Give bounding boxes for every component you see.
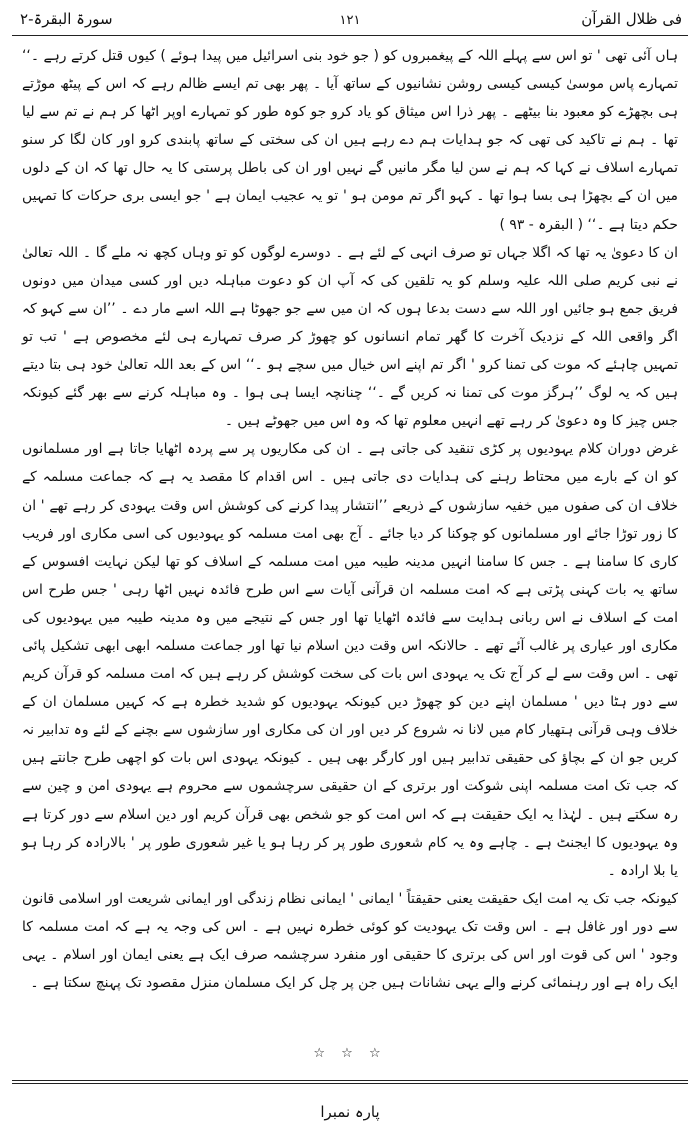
surah-title: سورۃ البقرۃ-۲ (20, 10, 113, 28)
section-divider-stars: ☆ ☆ ☆ (313, 1046, 387, 1061)
paragraph-4: کیونکہ جب تک یہ امت ایک حقیقت یعنی حقیقتاً ' ایمانی ' ایمانی نظام زندگی اور ایمانی شریعت اور اسلامی قانون سے دور اور غافل ہے ۔ اس وقت تک یہودیت کو کوئی خطرہ نہیں ہے ۔ اس کی وجہ یہ ہے کہ امت مسلمہ کا وجود ' اس کی قوت اور اس کی برتری کا حقیقی اور منفرد سرچشمہ صرف ایک ہے یعنی ایمان اور اسلام ۔ یہی ایک راہ ہے اور رہنمائی کرنے والے یہی نشانات ہیں جن پر چل کر ایک مسلمان منزل مقصود تک پہنچ سکتا ہے ۔ (22, 890, 678, 992)
paragraph-3: غرض دوران کلام یہودیوں پر کڑی تنقید کی جاتی ہے ۔ ان کی مکاریوں پر سے پردہ اٹھایا جاتا ہے اور مسلمانوں کو ان کے بارے میں محتاط رہنے کی ہدایات دی جاتی ہیں ۔ اس اقدام کا مقصد یہ ہے کہ جماعت مسلمہ کے خلاف ان کی صفوں میں خفیہ سازشوں کے ذریعے ’’انتشار پیدا کرنے کی کوشش اس وقت یہودی کر رہے تھے ' ان کا زور توڑا جائے اور مسلمانوں کو چوکنا کر دیا جائے ۔ آج بھی امت مسلمہ کو یہودیوں کی اسی مکاری اور فریب کاری کا سامنا ہے ۔ جس کا سامنا انہیں مدینہ طیبہ میں امت مسلمہ کے اسلاف کو تھا لیکن نہایت افسوس کے ساتھ یہ بات کہنی پڑتی ہے کہ امت مسلمہ ان قرآنی آیات سے اس طرح فائدہ نہیں اٹھا رہی ' جس طرح اس امت کے اسلاف نے اس ربانی ہدایت سے فائدہ اٹھایا تھا اور جس کے نتیجے میں وہ مدینہ طیبہ میں یہودیوں کی مکاری اور عیاری پر غالب آئے تھے ۔ حالانکہ اس وقت دین اسلام نیا تھا اور جماعت مسلمہ ابھی ابھی تشکیل پائی تھی ۔ اس وقت سے لے کر آج تک یہ یہودی اس بات کی سخت کوشش کر رہے ہیں کہ امت مسلمہ کو قرآن کریم سے دور ہٹا دیں ' مسلمان اپنے دین کو چھوڑ دیں کیونکہ یہودیوں کو شدید خطرہ ہے کہ کہیں مسلمان ان کے خلاف وہی قرآنی ہتھیار کام میں لانا نہ شروع کر دیں اور ان کی مکاری اور سازشوں سے بچنے کے لئے وہ تدابیر نہ کریں جو ان کے بچاؤ کی حقیقی تدابیر ہیں اور کارگر بھی ہیں ۔ کیونکہ یہودی اس بات کو اچھی طرح جانتے ہیں کہ جب تک امت مسلمہ اپنی شوکت اور برتری کے ان حقیقی سرچشموں سے محروم ہے یہودی امن و چین سے رہ سکتے ہیں ۔ لہٰذا یہ ایک حقیقت ہے کہ اس امت کو جو شخص بھی قرآن کریم اور دین اسلام سے دور کرتا ہے وہ یہودیوں کا ایجنٹ ہے ۔ چاہے وہ یہ کام شعوری طور پر کر رہا ہو یا غیر شعوری طور پر ' بالارادہ کر رہا ہو یا بلا ارادہ ۔ (22, 441, 678, 879)
header-rule (12, 35, 688, 36)
page-number: ۱۲۱ (339, 13, 361, 28)
paragraph-1: ہاں آئی تھی ' تو اس سے پہلے اللہ کے پیغمبروں کو ( جو خود بنی اسرائیل میں پیدا ہوئے ) کیوں قتل کرتے رہے ۔‘‘ تمہارے پاس موسیٰ کیسی کیسی روشن نشانیوں کے ساتھ آیا ۔ پھر بھی تم ایسے ظالم رہے کہ اس کے پیٹھ موڑتے ہی بچھڑے کو معبود بنا بیٹھے ۔ پھر ذرا اس میثاق کو یاد کرو جو کوہ طور کو تمہارے اوپر اٹھا کر ہم نے تم سے لیا تھا ۔ ہم نے تاکید کی تھی کہ جو ہدایات ہم دے رہے ہیں ان کی سختی کے ساتھ پابندی کرو اور کان لگا کر سنو تمہارے اسلاف نے کہا کہ ہم نے سن لیا مگر مانیں گے نہیں اور ان کی باطل پرستی کا یہ حال تھا کہ ان کے دلوں میں ان کے بچھڑا ہی بسا ہوا تھا ۔ کہو اگر تم مومن ہو ' تو یہ عجیب ایمان ہے ' جو ایسی بری حرکات کا تمہیں حکم دیتا ہے ۔‘‘ ( البقرہ - ۹۳ ) (22, 48, 678, 233)
book-title: فی ظلال القرآن (581, 10, 682, 28)
body-text (22, 42, 678, 997)
page-header (12, 4, 688, 36)
footer-para-label: پارہ نمبرا (320, 1103, 380, 1121)
footer-rule (12, 1080, 688, 1084)
paragraph-2: ان کا دعویٰ یہ تھا کہ اگلا جہاں تو صرف انہی کے لئے ہے ۔ دوسرے لوگوں کو تو وہاں کچھ نہ ملے گا ۔ اللہ تعالیٰ نے نبی کریم صلی اللہ علیہ وسلم کو یہ تلقین کی کہ آپ ان کو دعوت مباہلہ دیں اور کسی میدان میں دونوں فریق جمع ہو جائیں اور اللہ سے دست بدعا ہوں کہ ان میں سے جو جھوٹا ہے اللہ اسے مار دے ۔ ’’ان سے کہو کہ اگر واقعی اللہ کے نزدیک آخرت کا گھر تمام انسانوں کو چھوڑ کر صرف تمہارے ہی لئے مخصوص ہے ' تب تو تمہیں چاہئے کہ موت کی تمنا کرو ' اگر تم اپنے اس خیال میں سچے ہو ۔‘‘ اس کے بعد اللہ تعالیٰ خود ہی بتا دیتے ہیں کہ یہ لوگ ’’ہرگز موت کی تمنا نہ کریں گے ۔‘‘ چنانچہ ایسا ہی ہوا ۔ وہ مباہلہ کرنے سے بھر گئے کیونکہ جس چیز کا وہ دعویٰ کر رہے تھے انہیں معلوم تھا کہ وہ اس میں جھوٹے ہیں ۔ (22, 244, 678, 430)
